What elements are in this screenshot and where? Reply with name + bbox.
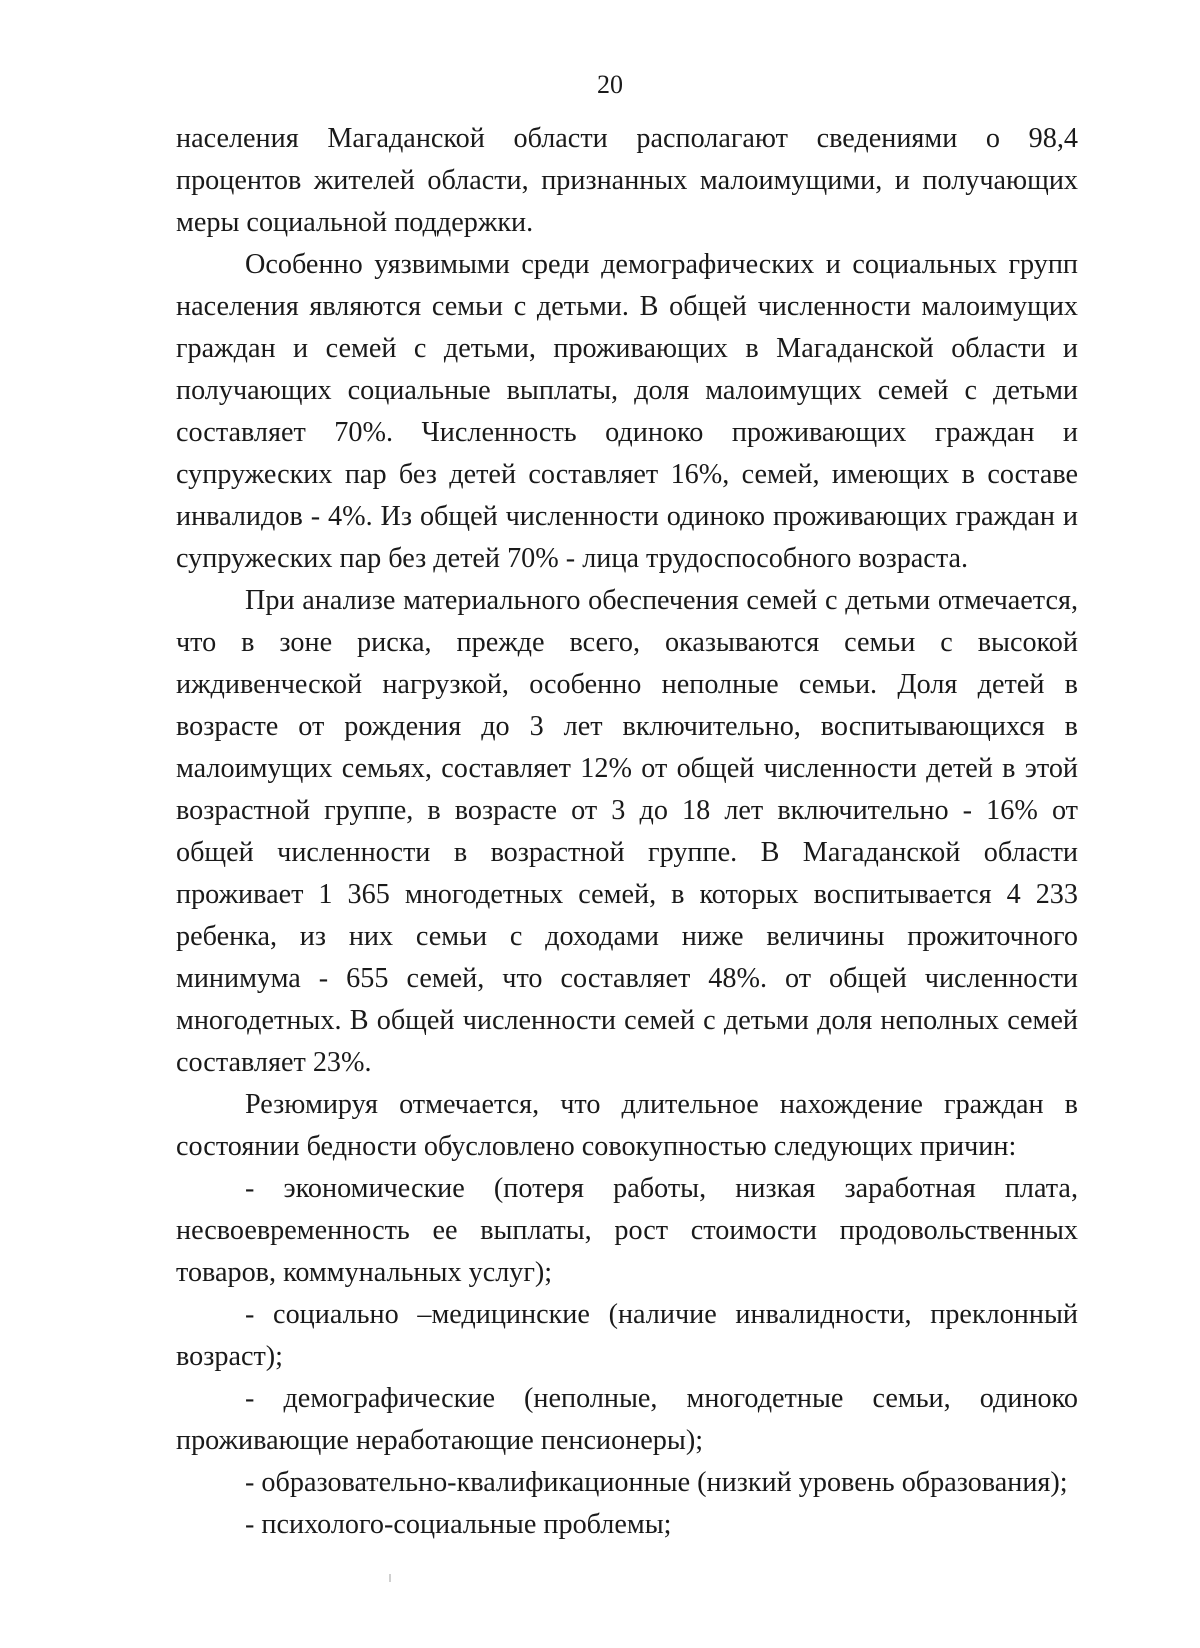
paragraph-vulnerable-groups: Особенно уязвимыми среди демографических и социальных групп населения являются семьи с детьми. В общей численности малоимущих граждан и семей с детьми, проживающих в Магаданской области и получающих социальные выплаты, доля малоимущих семей с детьми составляет 70%. Численность одиноко проживающих граждан и супружеских пар без детей составляет 16%, семей, имеющих в составе инвалидов - 4%. Из общей численности одиноко проживающих граждан и супружеских пар без детей 70% - лица трудоспособного возраста. [176,249,1078,574]
scan-artifact-mark [389,1574,391,1582]
paragraph-summary: Резюмируя отмечается, что длительное нахождение граждан в состоянии бедности обусловлено совокупностью следующих причин: [176,1089,1078,1162]
paragraph-continuation: населения Магаданской области располагают сведениями о 98,4 процентов жителей области, признанных малоимущими, и получающих меры социальной поддержки. [176,123,1078,238]
paragraph-family-analysis: При анализе материального обеспечения семей с детьми отмечается, что в зоне риска, прежде всего, оказываются семьи с высокой иждивенческой нагрузкой, особенно неполные семьи. Доля детей в возрасте от рождения до 3 лет включительно, воспитывающихся в малоимущих семьях, составляет 12% от общей численности детей в этой возрастной группе, в возрасте от 3 до 18 лет включительно - 16% от общей численности в возрастной группе. В Магаданской области проживает 1 365 многодетных семей, в которых воспитывается 4 233 ребенка, из них семьи с доходами ниже величины прожиточного минимума - 655 семей, что составляет 48%. от общей численности многодетных. В общей численности семей с детьми доля неполных семей составляет 23%. [176,585,1078,1078]
list-item-education: - образовательно-квалификационные (низкий уровень образования); [245,1467,1068,1498]
list-item-social-medical: - социально –медицинские (наличие инвалидности, преклонный возраст); [176,1299,1078,1372]
document-body [176,118,1078,1546]
list-item-psychosocial: - психолого-социальные проблемы; [245,1509,672,1540]
list-item-demographic: - демографические (неполные, многодетные семьи, одиноко проживающие неработающие пенсионеры); [176,1383,1078,1456]
page-number: 20 [597,70,623,99]
list-item-economic: - экономические (потеря работы, низкая заработная плата, несвоевременность ее выплаты, рост стоимости продовольственных товаров, коммунальных услуг); [176,1173,1078,1288]
